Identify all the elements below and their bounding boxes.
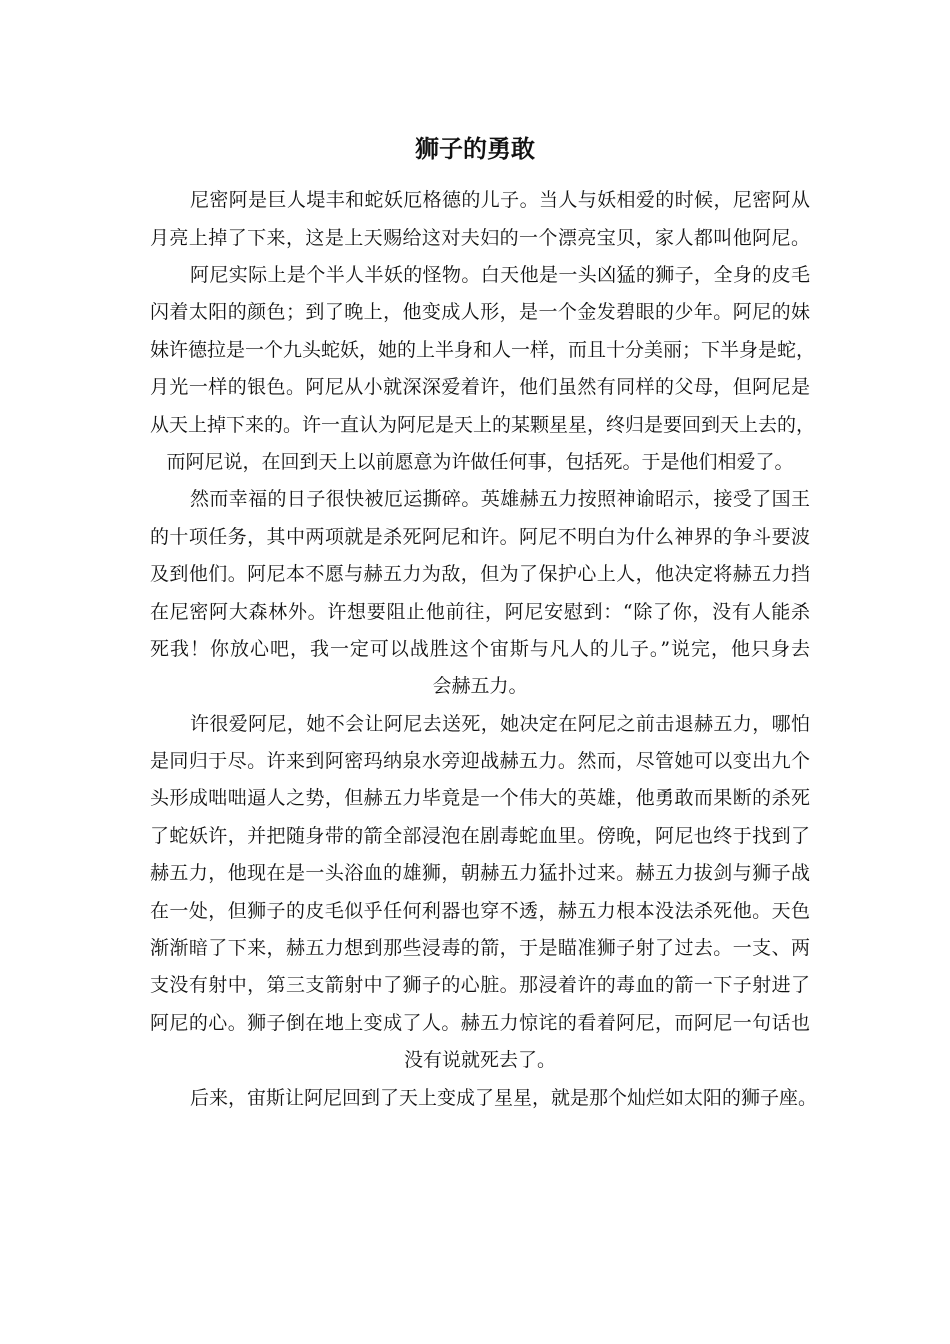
text-line-22: 支没有射中，第三支箭射中了狮子的心脏。那浸着许的毒血的箭一下子射进了 [150, 974, 810, 996]
text-line-7: 从天上掉下来的。许一直认为阿尼是天上的某颗星星，终归是要回到天上去的， [150, 414, 816, 436]
text-line-25: 后来，宙斯让阿尼回到了天上变成了星星，就是那个灿烂如太阳的狮子座。 [190, 1087, 818, 1109]
text-line-13: 死我！你放心吧，我一定可以战胜这个宙斯与凡人的儿子。”说完，他只身去 [150, 638, 810, 660]
text-line-21: 渐渐暗了下来，赫五力想到那些浸毒的箭，于是瞄准狮子射了过去。一支、两 [150, 937, 810, 959]
text-line-2: 月亮上掉了下来，这是上天赐给这对夫妇的一个漂亮宝贝，家人都叫他阿尼。 [150, 227, 810, 249]
text-line-4: 闪着太阳的颜色；到了晚上，他变成人形，是一个金发碧眼的少年。阿尼的妹 [150, 301, 810, 323]
text-line-16: 是同归于尽。许来到阿密玛纳泉水旁迎战赫五力。然而，尽管她可以变出九个 [150, 750, 810, 772]
text-line-9: 然而幸福的日子很快被厄运撕碎。英雄赫五力按照神谕昭示，接受了国王 [190, 488, 810, 510]
text-line-15: 许很爱阿尼，她不会让阿尼去送死，她决定在阿尼之前击退赫五力，哪怕 [190, 713, 810, 735]
document-title: 狮子的勇敢 [415, 135, 535, 163]
text-line-24: 没有说就死去了。 [403, 1049, 556, 1071]
text-line-11: 及到他们。阿尼本不愿与赫五力为敌，但为了保护心上人，他决定将赫五力挡 [150, 563, 810, 585]
text-line-19: 赫五力，他现在是一头浴血的雄狮，朝赫五力猛扑过来。赫五力拔剑与狮子战 [150, 862, 810, 884]
text-line-8: 而阿尼说，在回到天上以前愿意为许做任何事，包括死。于是他们相爱了。 [166, 451, 794, 473]
text-line-20: 在一处，但狮子的皮毛似乎任何利器也穿不透，赫五力根本没法杀死他。天色 [150, 900, 810, 922]
text-line-10: 的十项任务，其中两项就是杀死阿尼和许。阿尼不明白为什么神界的争斗要波 [150, 526, 810, 548]
text-line-18: 了蛇妖许，并把随身带的箭全部浸泡在剧毒蛇血里。傍晚，阿尼也终于找到了 [150, 825, 810, 847]
text-line-3: 阿尼实际上是个半人半妖的怪物。白天他是一头凶猛的狮子，全身的皮毛 [190, 264, 810, 286]
text-line-14: 会赫五力。 [432, 675, 528, 697]
text-line-17: 头形成咄咄逼人之势，但赫五力毕竟是一个伟大的英雄，他勇敢而果断的杀死 [150, 787, 810, 809]
text-line-12: 在尼密阿大森林外。许想要阻止他前往，阿尼安慰到：“除了你，没有人能杀 [150, 601, 810, 623]
text-line-23: 阿尼的心。狮子倒在地上变成了人。赫五力惊诧的看着阿尼，而阿尼一句话也 [150, 1012, 810, 1034]
text-line-5: 妹许德拉是一个九头蛇妖，她的上半身和人一样，而且十分美丽；下半身是蛇， [150, 339, 816, 361]
text-line-1: 尼密阿是巨人堤丰和蛇妖厄格德的儿子。当人与妖相爱的时候，尼密阿从 [190, 189, 810, 211]
text-line-6: 月光一样的银色。阿尼从小就深深爱着许，他们虽然有同样的父母，但阿尼是 [150, 376, 810, 398]
